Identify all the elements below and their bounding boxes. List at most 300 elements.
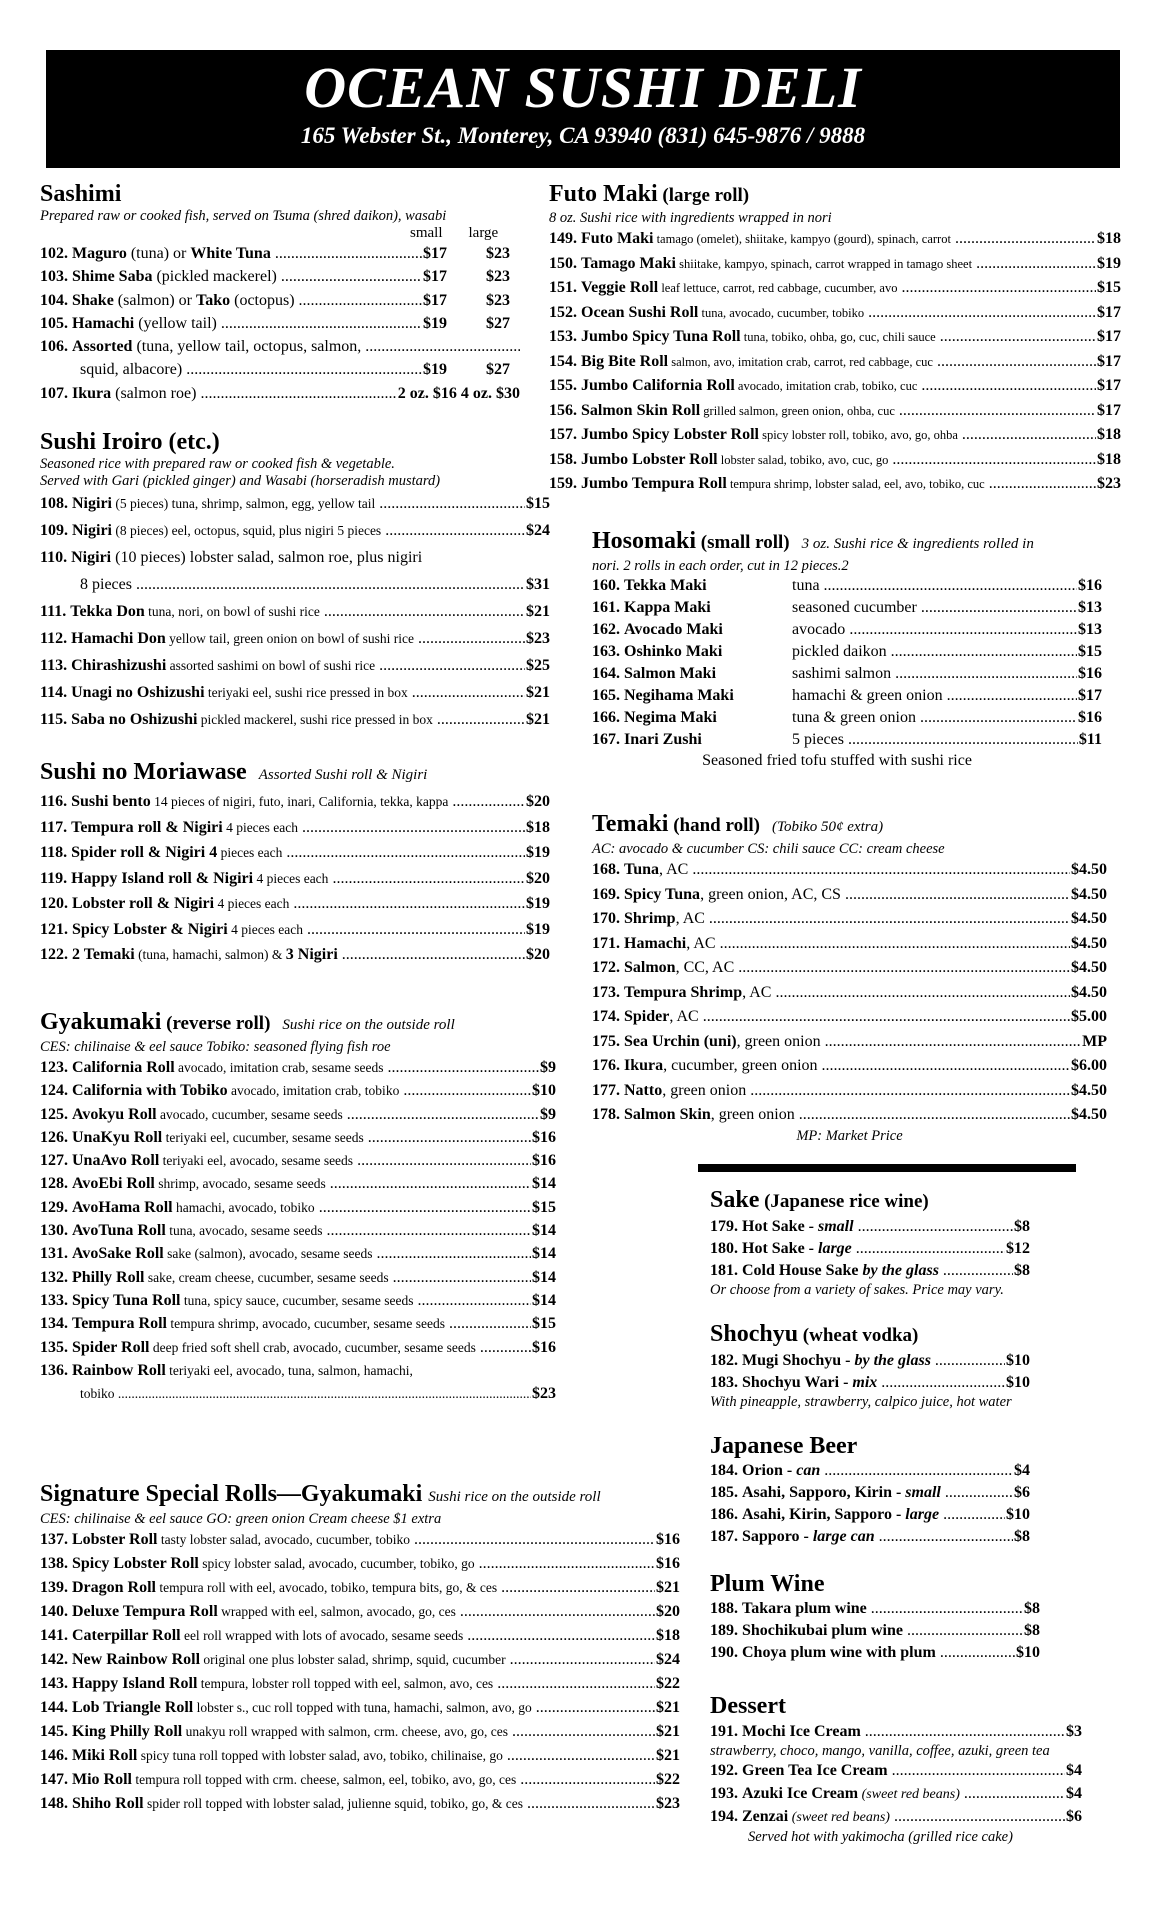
- item-description: , CC, AC: [675, 959, 735, 976]
- menu-item: [710, 1372, 1030, 1394]
- item-description: tempura roll topped with crm. cheese, salmon, eel, tobiko, avo, go, ces: [132, 1772, 517, 1787]
- beer-section: [710, 1432, 1030, 1548]
- plum-section: [710, 1570, 1040, 1664]
- menu-item: [592, 597, 1102, 619]
- dessert-list: [710, 1760, 1082, 1829]
- item-label: [592, 575, 792, 597]
- item-price: $16: [1078, 709, 1102, 726]
- iroiro-list-2: [40, 598, 550, 733]
- item-description: (salmon) or: [113, 291, 196, 309]
- item-description: grilled salmon, green onion, ohba, cuc: [700, 403, 895, 418]
- item-name: Avokyu Roll: [72, 1105, 157, 1123]
- menu-item: [40, 917, 550, 943]
- item-description: , green onion: [710, 1106, 795, 1123]
- item-name: Kappa Maki: [624, 599, 711, 616]
- item-text: [592, 956, 1070, 981]
- item-price: $23: [1097, 475, 1121, 492]
- item-price: $15: [532, 1198, 556, 1216]
- item-name: Salmon Skin: [624, 1106, 711, 1123]
- item-number: 104.: [40, 291, 68, 309]
- item-number: 141.: [40, 1627, 68, 1644]
- item-name: Spicy Lobster & Nigiri: [72, 920, 228, 938]
- menu-item: [710, 1460, 1030, 1482]
- item-number: 144.: [40, 1699, 68, 1716]
- menu-item: [710, 1760, 1082, 1783]
- item-text: [40, 1696, 655, 1720]
- item-description: (yellow tail): [134, 314, 217, 332]
- item-name: Jumbo Tempura Roll: [581, 475, 727, 492]
- menu-item: [40, 1103, 556, 1126]
- item-text: [40, 840, 525, 866]
- item-description: , AC: [686, 934, 716, 952]
- item-description: (sweet red beans): [788, 1810, 890, 1826]
- item-text: [792, 641, 1077, 663]
- item-price: $10: [1006, 1352, 1030, 1369]
- item-name: Spider roll & Nigiri 4: [71, 844, 218, 861]
- item-description: pieces each: [217, 845, 283, 860]
- item-price: $8: [1014, 1218, 1030, 1235]
- section-title: Dessert: [710, 1693, 786, 1719]
- gyakumaki-section: [40, 1008, 556, 1405]
- item-modifier: by the glass: [862, 1262, 939, 1279]
- item-number: 128.: [40, 1175, 68, 1193]
- item-description: sashimi salmon: [792, 665, 892, 682]
- item-text: [40, 1528, 655, 1552]
- item-modifier: by the glass: [854, 1352, 931, 1369]
- menu-item: [710, 1350, 1030, 1372]
- section-title: Sushi no Moriawase Assorted Sushi roll & Nigiri: [40, 759, 428, 785]
- item-name: Veggie Roll: [581, 279, 659, 296]
- menu-item: [549, 448, 1121, 473]
- signature-section: [40, 1480, 680, 1816]
- menu-item: [710, 1504, 1030, 1526]
- item-text: [40, 517, 525, 544]
- menu-item: [549, 374, 1121, 399]
- dessert-section: [710, 1692, 1130, 1846]
- item-description: pickled mackerel, sushi rice pressed in box: [197, 712, 433, 727]
- item-description: tasty lobster salad, avocado, cucumber, tobiko: [157, 1532, 410, 1547]
- item-number: 122.: [40, 946, 68, 963]
- menu-item: [549, 350, 1121, 375]
- menu-item: [549, 325, 1121, 350]
- menu-item: [710, 1806, 1082, 1829]
- item-text: [592, 1103, 1070, 1128]
- item-modifier: small: [818, 1218, 854, 1235]
- item-name: Ikura: [624, 1057, 664, 1074]
- item-price: $4.50: [1071, 983, 1107, 1001]
- item-text: [40, 312, 422, 335]
- item-price: $20: [656, 1603, 680, 1620]
- item-number: 165.: [592, 687, 620, 704]
- section-footer: Served hot with yakimocha (grilled rice cake): [748, 1829, 1013, 1846]
- item-description: wrapped with eel, salmon, avocado, go, ces: [217, 1604, 456, 1619]
- menu-item: [710, 1216, 1030, 1238]
- item-number: 130.: [40, 1222, 68, 1240]
- item-number: 103.: [40, 268, 68, 286]
- item-text: [792, 663, 1077, 685]
- item-text: [592, 858, 1070, 883]
- item-name: Tekka Maki: [624, 577, 707, 594]
- menu-item: [592, 1030, 1107, 1055]
- item-price: $8: [1014, 1528, 1030, 1545]
- item-number: 190.: [710, 1644, 738, 1661]
- item-description: tempura shrimp, lobster salad, eel, avo, tobiko, cuc: [726, 477, 985, 491]
- item-name: Philly Roll: [72, 1268, 145, 1286]
- hosomaki-list: [592, 575, 1102, 751]
- section-legend: CES: chilinaise & eel sauce GO: green onion Cream cheese $1 extra: [40, 1511, 442, 1527]
- item-text: [40, 1126, 531, 1149]
- item-price: $19: [526, 844, 550, 861]
- item-name: Shiho Roll: [72, 1795, 144, 1812]
- item-name: Jumbo Lobster Roll: [581, 450, 718, 468]
- item-text: [710, 1216, 1013, 1238]
- section-title: Shochyu (wheat vodka): [710, 1321, 919, 1347]
- item-description: (pickled mackerel): [152, 268, 277, 286]
- futomaki-section: [549, 180, 1121, 497]
- item-number: 124.: [40, 1082, 68, 1100]
- futomaki-list: [549, 227, 1121, 497]
- item-number: 192.: [710, 1762, 738, 1780]
- item-name: AvoHama Roll: [72, 1198, 173, 1216]
- price-small: $17: [423, 268, 447, 286]
- menu-item: [40, 789, 550, 815]
- item-description: tuna: [792, 577, 820, 594]
- item-price: $24: [526, 522, 550, 539]
- menu-item: [40, 312, 520, 335]
- menu-item-cont: tobiko ..... $23: [40, 1382, 556, 1405]
- section-legend: CES: chilinaise & eel sauce Tobiko: seasoned flying fish roe: [40, 1039, 391, 1055]
- section-title: Sushi Iroiro (etc.): [40, 429, 220, 455]
- item-name: Shime Saba: [72, 268, 153, 286]
- menu-item: [40, 1528, 680, 1552]
- item-description: 14 pieces of nigiri, futo, inari, California, tekka, kappa: [150, 794, 449, 809]
- item-number: 171.: [592, 934, 620, 952]
- section-title: Hosomaki (small roll) 3 oz. Sushi rice & ingredients rolled in: [592, 528, 1034, 554]
- item-description: tuna, spicy sauce, cucumber, sesame seeds: [180, 1292, 414, 1308]
- item-name: Caterpillar Roll: [72, 1627, 181, 1644]
- item-description: , green onion: [736, 1032, 821, 1050]
- item-name: Orion -: [742, 1462, 797, 1479]
- item-modifier: large: [818, 1240, 852, 1257]
- item-price: $17: [1097, 352, 1121, 370]
- menu-item: [710, 1598, 1040, 1620]
- item-description: deep fried soft shell crab, avocado, cucumber, sesame seeds: [149, 1339, 476, 1355]
- item-price: $22: [656, 1771, 680, 1788]
- item-name: Tuna: [624, 861, 659, 878]
- item-modifier: large can: [812, 1528, 875, 1545]
- item-description: tuna, avocado, sesame seeds: [165, 1223, 323, 1239]
- item-description: hamachi, avocado, tobiko: [172, 1199, 315, 1215]
- menu-item: [592, 956, 1107, 981]
- item-description: eel roll wrapped with lots of avocado, sesame seeds: [180, 1628, 464, 1643]
- item-number: 193.: [710, 1785, 738, 1803]
- menu-item: [549, 423, 1121, 448]
- item-price: $19: [526, 895, 550, 912]
- item-label: [592, 685, 792, 707]
- item-text: [710, 1350, 1005, 1372]
- item-text: [710, 1526, 1013, 1548]
- item-text: [549, 325, 1096, 350]
- item-number: 173.: [592, 983, 620, 1001]
- item-name: Sushi bento: [71, 793, 151, 810]
- item-name: Deluxe Tempura Roll: [72, 1603, 218, 1620]
- item-price: $4: [1014, 1462, 1030, 1479]
- item-number: 133.: [40, 1291, 68, 1309]
- menu-item: [40, 866, 550, 892]
- temaki-list: [592, 858, 1107, 1128]
- menu-item: [592, 641, 1102, 663]
- item-price: $21: [526, 711, 550, 728]
- item-number: 168.: [592, 861, 620, 878]
- item-number: 115.: [40, 711, 68, 728]
- item-label: [592, 597, 792, 619]
- item-description: (tuna) or: [126, 245, 191, 262]
- item-text: [710, 1460, 1013, 1482]
- item-name: Miki Roll: [72, 1747, 138, 1764]
- item-number: 127.: [40, 1152, 68, 1170]
- item-name: AvoTuna Roll: [72, 1222, 166, 1240]
- item-number: 145.: [40, 1723, 68, 1740]
- item-number: 163.: [592, 643, 620, 660]
- item-name: Takara plum wine: [742, 1600, 867, 1617]
- item-text: [40, 1744, 655, 1768]
- item-name: Natto: [624, 1081, 663, 1099]
- item-description: shrimp, avocado, sesame seeds: [154, 1176, 326, 1192]
- item-text: [40, 289, 422, 312]
- section-footer: MP: Market Price: [796, 1127, 903, 1144]
- item-number: 175.: [592, 1032, 620, 1050]
- item-description: avocado, imitation crab, tobiko, cuc: [734, 379, 918, 393]
- menu-item: [40, 891, 550, 917]
- item-number: 160.: [592, 577, 620, 594]
- item-text: [710, 1238, 1005, 1260]
- section-title: Gyakumaki (reverse roll) Sushi rice on the outside roll: [40, 1009, 455, 1035]
- item-text: [40, 1648, 655, 1672]
- section-footer: Seasoned fried tofu stuffed with sushi rice: [702, 752, 972, 769]
- item-number: 162.: [592, 621, 620, 638]
- item-name-2: Tako: [196, 291, 231, 309]
- menu-item: [40, 1126, 556, 1149]
- item-text: [710, 1482, 1013, 1504]
- item-text: [40, 625, 525, 652]
- item-name: Tempura Shrimp: [624, 983, 743, 1001]
- item-text: [792, 597, 1077, 619]
- item-text: [710, 1760, 1065, 1783]
- item-price: $4.50: [1071, 1081, 1107, 1099]
- menu-header: [46, 50, 1120, 168]
- item-name: Jumbo Spicy Tuna Roll: [581, 328, 741, 345]
- item-price: $15: [526, 495, 550, 512]
- menu-item: [592, 685, 1102, 707]
- item-name: Hot Sake -: [742, 1240, 818, 1257]
- item-number: 112.: [40, 630, 68, 647]
- item-number: 125.: [40, 1105, 68, 1123]
- menu-item: [40, 1196, 556, 1219]
- item-description: 4 pieces each: [253, 870, 329, 886]
- item-text: [40, 1792, 655, 1816]
- item-name: Maguro: [72, 245, 127, 262]
- item-text: [40, 1576, 655, 1600]
- item-text: [40, 917, 525, 943]
- item-name: New Rainbow Roll: [72, 1651, 201, 1668]
- item-name: King Philly Roll: [72, 1723, 183, 1740]
- menu-item: [40, 1289, 556, 1312]
- menu-item: 110. Nigiri (10 pieces) lobster salad, salmon roe, plus nigiri: [40, 549, 423, 566]
- moriawase-list: [40, 789, 550, 968]
- menu-item: [592, 1005, 1107, 1030]
- item-text: [592, 932, 1070, 957]
- menu-item: [40, 625, 550, 652]
- item-price: $24: [656, 1651, 680, 1668]
- item-text: [40, 598, 525, 625]
- item-number: 185.: [710, 1484, 738, 1501]
- item-description: tuna, tobiko, ohba, go, cuc, chili sauce: [740, 330, 936, 344]
- sake-list: [710, 1216, 1030, 1282]
- item-name: Salmon: [624, 959, 676, 976]
- item-price: $4.50: [1071, 1106, 1107, 1123]
- menu-item: [710, 1642, 1040, 1664]
- menu-item: [549, 252, 1121, 277]
- iroiro-section: [40, 428, 550, 733]
- item-number: 157.: [549, 426, 577, 443]
- item-number: 154.: [549, 352, 577, 370]
- item-price: $10: [532, 1082, 556, 1100]
- section-footer: Or choose from a variety of sakes. Price may vary.: [710, 1282, 1004, 1298]
- menu-item: [40, 1172, 556, 1195]
- item-price: $5.00: [1071, 1008, 1107, 1025]
- item-number: 194.: [710, 1808, 738, 1826]
- item-description: sake (salmon), avocado, sesame seeds: [163, 1246, 373, 1262]
- item-name: UnaKyu Roll: [72, 1128, 163, 1146]
- item-text: [40, 866, 525, 892]
- item-price: $18: [526, 818, 550, 836]
- item-name: Happy Island roll & Nigiri: [71, 869, 254, 887]
- item-price: $23: [526, 630, 550, 647]
- item-description: tamago (omelet), shiitake, kampyo (gourd), spinach, carrot: [653, 232, 951, 246]
- iroiro-list: [40, 490, 550, 544]
- item-name: Shrimp: [624, 910, 676, 927]
- item-price: $18: [1097, 426, 1121, 443]
- item-name: Sea Urchin (uni): [624, 1032, 737, 1050]
- sashimi-list: [40, 242, 520, 335]
- item-name: Big Bite Roll: [581, 352, 669, 370]
- item-price: $21: [656, 1747, 680, 1764]
- item-text: [40, 1624, 655, 1648]
- item-number: 114.: [40, 684, 68, 701]
- item-number: 121.: [40, 920, 68, 938]
- menu-item: [40, 815, 550, 841]
- item-name: UnaAvo Roll: [72, 1152, 160, 1170]
- item-text: [40, 1336, 531, 1359]
- item-description: avocado, imitation crab, sesame seeds: [174, 1060, 384, 1075]
- menu-item: [549, 472, 1121, 497]
- item-name: Lobster Roll: [72, 1531, 158, 1548]
- restaurant-name: OCEAN SUSHI DELI: [304, 55, 862, 120]
- item-text: [792, 707, 1077, 729]
- item-number: 149.: [549, 230, 577, 247]
- item-price: $4.50: [1071, 885, 1107, 903]
- item-description: seasoned cucumber: [792, 599, 917, 616]
- item-name: Mugi Shochyu -: [742, 1352, 855, 1369]
- item-text: [40, 1266, 531, 1289]
- item-number: 150.: [549, 254, 577, 272]
- menu-item: [592, 707, 1102, 729]
- item-description: , AC: [659, 861, 689, 878]
- item-text: [592, 907, 1070, 932]
- item-text: [592, 883, 1070, 908]
- menu-item: 106. Assorted (tuna, yellow tail, octopus, salmon, .....: [40, 335, 520, 358]
- item-price: $21: [656, 1699, 680, 1716]
- item-number: 164.: [592, 665, 620, 682]
- menu-item: [40, 242, 520, 265]
- menu-item: [549, 399, 1121, 424]
- item-number: 105.: [40, 314, 68, 332]
- item-number: 117.: [40, 818, 68, 836]
- section-title: Sashimi: [40, 181, 122, 207]
- menu-item: [592, 1079, 1107, 1104]
- item-name: Salmon Skin Roll: [581, 401, 701, 419]
- item-number: 170.: [592, 910, 620, 927]
- item-text: [40, 1149, 531, 1172]
- menu-item: [40, 490, 550, 517]
- menu-item: [710, 1260, 1030, 1282]
- item-number: 178.: [592, 1106, 620, 1123]
- item-description: , green onion: [662, 1081, 747, 1099]
- item-description: , AC: [669, 1008, 699, 1025]
- item-name: Shochikubai plum wine: [742, 1622, 903, 1639]
- item-price: $15: [1078, 643, 1102, 660]
- menu-item: [40, 289, 520, 312]
- item-description: , AC: [742, 983, 772, 1001]
- item-price: $14: [532, 1268, 556, 1286]
- item-number: 161.: [592, 599, 620, 616]
- item-text: [549, 399, 1096, 424]
- item-text: [40, 1103, 539, 1126]
- item-number: 137.: [40, 1531, 68, 1548]
- item-name: Cold House Sake: [742, 1262, 863, 1279]
- item-text: [40, 1552, 655, 1576]
- shochu-section: [710, 1320, 1110, 1411]
- item-description: tuna & green onion: [792, 709, 916, 726]
- item-description: avocado: [792, 621, 846, 638]
- item-number: 142.: [40, 1651, 68, 1668]
- item-name: Lob Triangle Roll: [72, 1699, 194, 1716]
- item-price: $9: [540, 1059, 556, 1076]
- menu-item: [40, 1768, 680, 1792]
- price-large: $23: [486, 291, 510, 309]
- item-description: teriyaki eel, avocado, sesame seeds: [159, 1153, 354, 1169]
- menu-item: [40, 1336, 556, 1359]
- item-price: $20: [526, 793, 550, 810]
- item-name: Avocado Maki: [624, 621, 723, 638]
- menu-item: [40, 706, 550, 733]
- item-name: Salmon Maki: [624, 665, 717, 682]
- item-text: [40, 1289, 531, 1312]
- item-number: 151.: [549, 279, 577, 296]
- item-description: , cucumber, green onion: [663, 1057, 818, 1074]
- item-number: 132.: [40, 1268, 68, 1286]
- item-text: [792, 619, 1077, 641]
- item-name: Spicy Tuna Roll: [72, 1291, 181, 1309]
- menu-item: [592, 932, 1107, 957]
- item-price: $17: [1097, 401, 1121, 419]
- menu-item: [710, 1526, 1030, 1548]
- price-large: $27: [486, 314, 510, 332]
- section-title: Sake (Japanese rice wine): [710, 1187, 929, 1213]
- item-number: 143.: [40, 1675, 68, 1692]
- item-number: 181.: [710, 1262, 738, 1279]
- item-description: spicy lobster salad, avocado, cucumber, tobiko, go: [198, 1556, 475, 1571]
